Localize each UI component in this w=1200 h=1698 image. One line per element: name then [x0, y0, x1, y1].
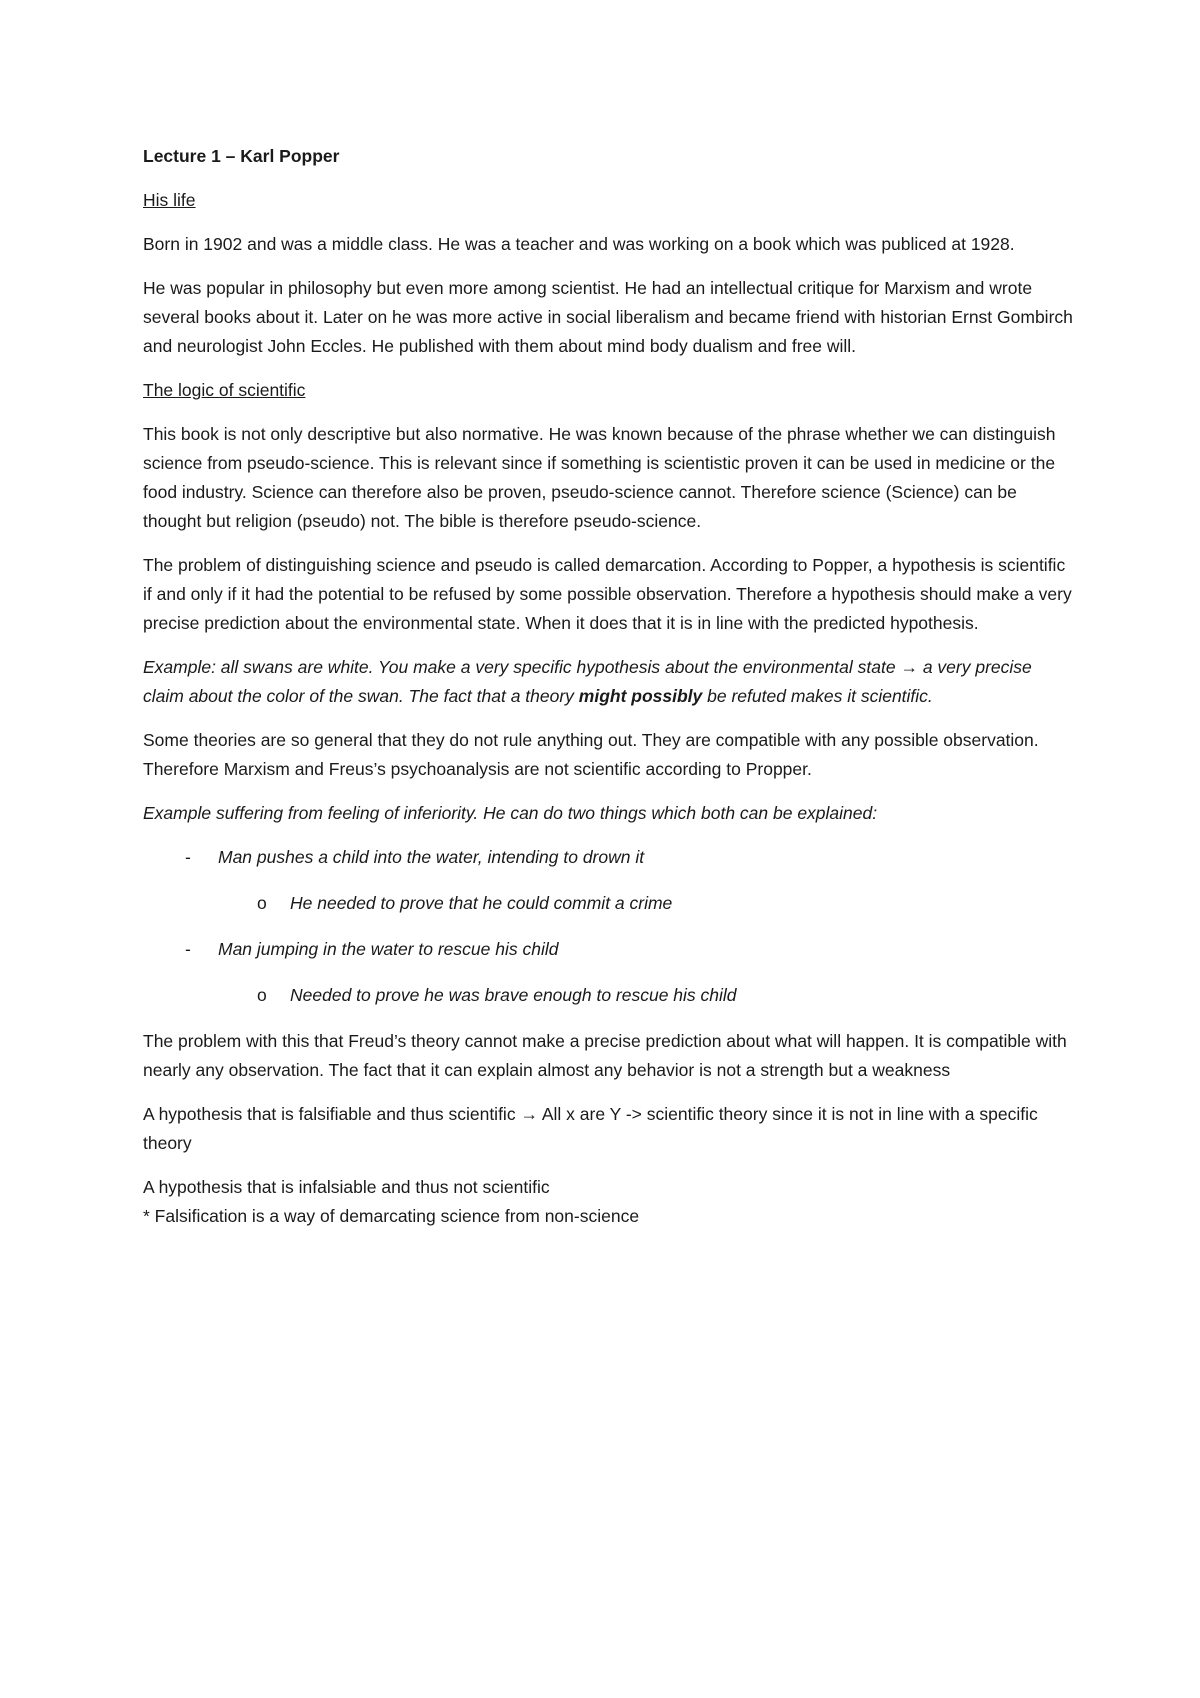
example-swans-emphasis: might possibly [578, 686, 703, 706]
paragraph-general-theories: Some theories are so general that they do not rule anything out. They are compatible with any possible observation. Therefore Marxism and Freus’s psychoanalysis are not scientific according to Propper. [143, 730, 1039, 779]
paragraph-life-2: He was popular in philosophy but even more among scientist. He had an intellectual critique for Marxism and wrote several books about it. Later on he was more active in social liberalism and became friend with historian Ernst Gombirch and neurologist John Eccles. He published with them about mind body dualism and free will. [143, 278, 1073, 356]
paragraph-freud-problem: The problem with this that Freud’s theory cannot make a precise prediction about what will happen. It is compatible with nearly any observation. The fact that it can explain almost any behavior is not a strength but a weakness [143, 1031, 1067, 1080]
list-item-text: Man pushes a child into the water, intending to drown it [218, 847, 645, 867]
list-item-text: He needed to prove that he could commit a crime [290, 893, 673, 913]
circle-bullet-icon: o [257, 893, 267, 913]
paragraph-falsification-note: * Falsification is a way of demarcating science from non-science [143, 1206, 640, 1226]
paragraph-logic-2: The problem of distinguishing science and pseudo is called demarcation. According to Popper, a hypothesis is scientific if and only if it had the potential to be refused by some possible observation. Therefore a hypothesis should make a very precise prediction about the environmental state. When it does that it is in line with the predicted hypothesis. [143, 555, 1072, 633]
dash-bullet-icon: - [185, 939, 191, 959]
example-inferiority-intro: Example suffering from feeling of inferiority. He can do two things which both can be explained: [143, 803, 878, 823]
list-item-text: Man jumping in the water to rescue his child [218, 939, 559, 959]
list-item-text: Needed to prove he was brave enough to rescue his child [290, 985, 737, 1005]
paragraph-infalsifiable: A hypothesis that is infalsiable and thus not scientific [143, 1177, 550, 1197]
list-item [143, 889, 1073, 918]
example-swans [143, 653, 1073, 711]
arrow-right-icon: → [520, 1104, 538, 1124]
falsifiable-text-1: A hypothesis that is falsifiable and thus scientific [143, 1104, 521, 1124]
document-page [143, 142, 1073, 1246]
paragraph-falsifiable [143, 1100, 1073, 1158]
example-swans-text-3: be refuted makes it scientific. [702, 686, 933, 706]
example-bullet-list [143, 843, 1073, 1010]
paragraph-life-1: Born in 1902 and was a middle class. He was a teacher and was working on a book which was publiced at 1928. [143, 234, 1015, 254]
list-item [143, 981, 1073, 1010]
list-item [143, 935, 1073, 964]
example-swans-text-2: a very precise claim about the color of the swan. The fact that a theory [143, 657, 1032, 706]
list-item [143, 843, 1073, 872]
section-heading-his-life: His life [143, 190, 196, 210]
falsifiable-text-2: All x are Y -> scientific theory since it is not in line with a specific theory [143, 1104, 1038, 1153]
dash-bullet-icon: - [185, 847, 191, 867]
arrow-right-icon: → [900, 657, 918, 677]
paragraph-logic-1: This book is not only descriptive but also normative. He was known because of the phrase whether we can distinguish science from pseudo-science. This is relevant since if something is scientistic proven it can be used in medicine or the food industry. Science can therefore also be proven, pseudo-science cannot. Therefore science (Science) can be thought but religion (pseudo) not. The bible is therefore pseudo-science. [143, 424, 1056, 531]
section-heading-logic: The logic of scientific [143, 380, 306, 400]
circle-bullet-icon: o [257, 985, 267, 1005]
example-swans-text-1: Example: all swans are white. You make a very specific hypothesis about the environmental state [143, 657, 901, 677]
document-title: Lecture 1 – Karl Popper [143, 146, 340, 166]
